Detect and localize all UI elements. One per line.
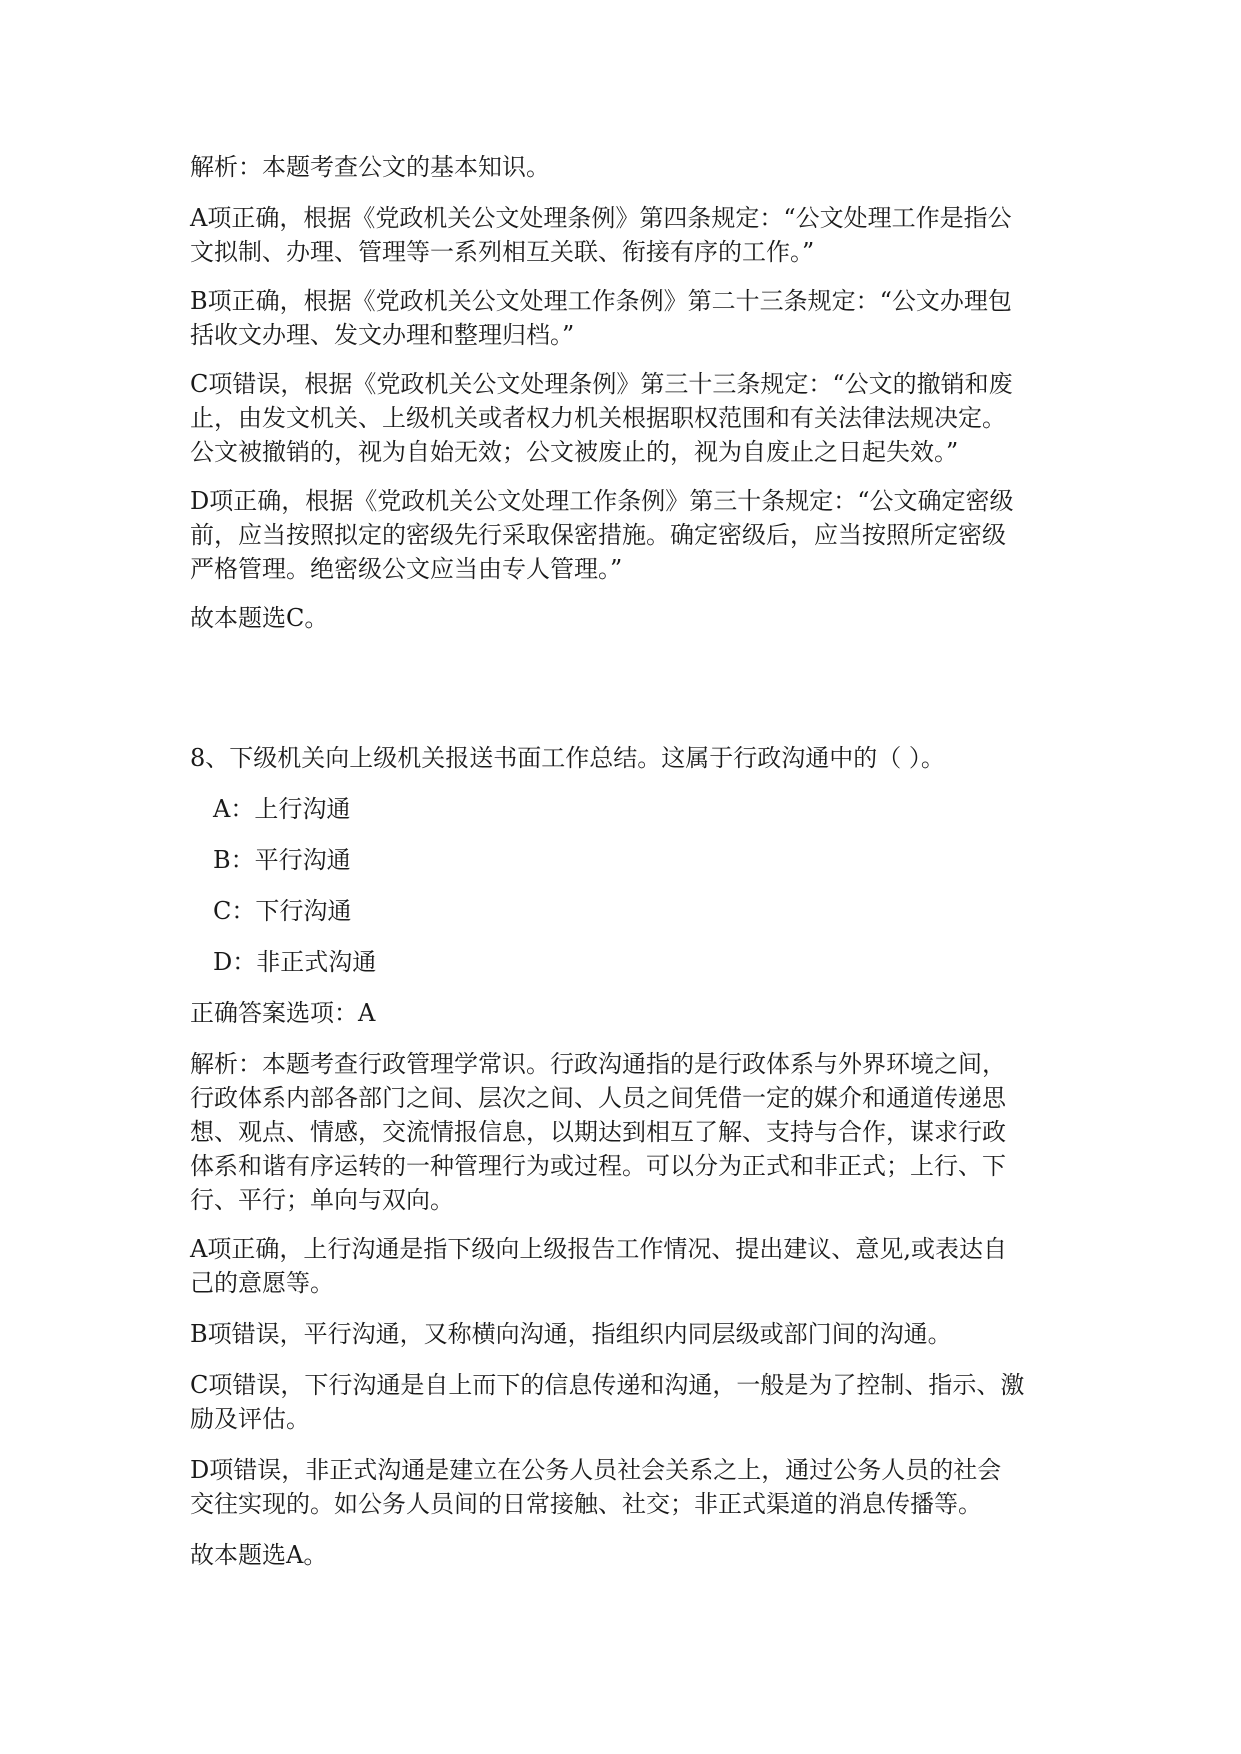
analysis-option-b: B项错误，平行沟通，又称横向沟通，指组织内同层级或部门间的沟通。 (190, 1320, 952, 1348)
analysis-option-c: C项错误，下行沟通是自上而下的信息传递和沟通，一般是为了控制、指示、激 励及评估。 (190, 1371, 1025, 1433)
prev-analysis-intro: 解析：本题考查公文的基本知识。 (190, 153, 550, 181)
analysis-intro: 解析：本题考查行政管理学常识。行政沟通指的是行政体系与外界环境之间， 行政体系内部各部门之间、层次之间、人员之间凭借一定的媒介和通道传递思 想、观点、情感，交流情报信息，以期达到相互了解、支持与合作，谋求行政 体系和谐有序运转的一种管理行为或过程。可以分为正式和非正式；上行、下 行、平行；单向与双向。 (190, 1050, 1006, 1214)
prev-analysis-option-a: A项正确，根据《党政机关公文处理条例》第四条规定：“公文处理工作是指公 文拟制、办理、管理等一系列相互关联、衔接有序的工作。” (190, 204, 1012, 266)
prev-analysis-option-b: B项正确，根据《党政机关公文处理工作条例》第二十三条规定：“公文办理包 括收文办理、发文办理和整理归档。” (190, 287, 1012, 349)
prev-conclusion: 故本题选C。 (190, 604, 329, 632)
prev-analysis-option-d: D项正确，根据《党政机关公文处理工作条例》第三十条规定：“公文确定密级 前，应当按照拟定的密级先行采取保密措施。确定密级后，应当按照所定密级 严格管理。绝密级公文应当由专人管理。” (190, 487, 1014, 583)
analysis-option-a: A项正确，上行沟通是指下级向上级报告工作情况、提出建议、意见,或表达自 己的意愿等。 (190, 1235, 1007, 1297)
conclusion: 故本题选A。 (190, 1541, 328, 1569)
prev-analysis-option-c: C项错误，根据《党政机关公文处理条例》第三十三条规定：“公文的撤销和废 止，由发文机关、上级机关或者权力机关根据职权范围和有关法律法规决定。 公文被撤销的，视为自始无效；公文被废止的，视为自废止之日起失效。” (190, 370, 1013, 466)
option-d: D：非正式沟通 (213, 948, 377, 976)
question-stem: 8、下级机关向上级机关报送书面工作总结。这属于行政沟通中的（ ）。 (190, 744, 945, 772)
correct-answer: 正确答案选项：A (190, 999, 376, 1027)
option-b: B：平行沟通 (213, 846, 351, 874)
option-a: A：上行沟通 (213, 795, 351, 823)
analysis-option-d: D项错误，非正式沟通是建立在公务人员社会关系之上，通过公务人员的社会 交往实现的。如公务人员间的日常接触、社交；非正式渠道的消息传播等。 (190, 1456, 1002, 1518)
option-c: C：下行沟通 (213, 897, 352, 925)
